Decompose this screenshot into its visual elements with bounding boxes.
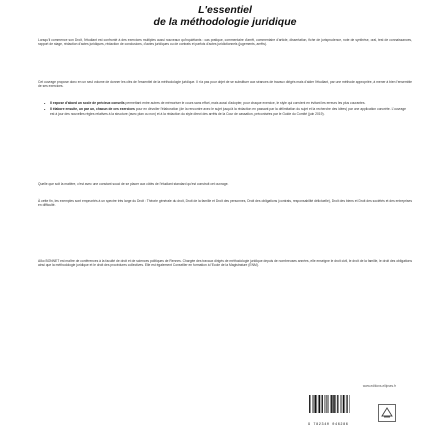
book-title-line1: L'essentiel <box>198 4 252 16</box>
feature-list <box>44 101 406 118</box>
bullet2-text: pour en dévoiler l'élaboration (de la rencontre avec le sujet jusqu'à la rédaction en passant par la délimitation du sujet et la recherche des idées) par une application concrète. L'ouvrage est à jour des nouvelles règles relatives à la structure (avec plan ou non) et à la rédaction du style direct des arrêts de la Cour de cassation, préconisées par le Guide du Comité (juin 2019). <box>50 107 406 116</box>
bullet1-text: permettant entre autres de mémoriser le cours sans effort, mais aussi d'adopter, pour chaque exercice, le style qui convient en évitant les erreurs les plus courantes. <box>125 101 366 105</box>
publisher-website: www.editions-ellipses.fr <box>362 384 396 388</box>
author-bio-paragraph: Aïko BONNET est maître de conférences à la faculté de droit et de sciences politiques de Rennes. Chargée des travaux dirigés de méthodologie juridique depuis de nombreuses années, elle enseigne le droit civil, le droit de la famille, le droit des obligations ainsi que la méthodologie juridique et le droit des procédures collectives. Elle est également Conseiller en formation à l'Ecole de la Magistrature (ENM). <box>38 259 412 268</box>
barcode-bar <box>314 395 315 413</box>
barcode-container <box>308 395 374 427</box>
barcode-bar <box>343 395 344 413</box>
barcode-bar <box>347 395 348 413</box>
back-cover <box>38 0 412 448</box>
recycling-logo-icon <box>378 404 396 422</box>
barcode-bar <box>327 395 328 413</box>
barcode-bar <box>319 395 320 413</box>
barcode-block <box>308 395 396 427</box>
bullet2-lead: Il élabore ensuite, un par un, chacun de ces exercices <box>50 107 135 112</box>
barcode-bar <box>334 395 335 413</box>
examples-paragraph: À cette fin, les exemples sont empruntés à un spectre très large du Droit : Théorie générale du droit, Droit de la famille et Droit des personnes, Droit des obligations (contrats, responsabilité délictuelle), Droit des biens et Droit des sociétés et des entreprises en difficulté. <box>38 199 412 208</box>
barcode-bar <box>322 395 323 413</box>
book-title-line2: de la méthodologie juridique <box>153 16 297 28</box>
list-item <box>44 107 406 116</box>
barcode-bar <box>309 395 310 413</box>
barcode-graphic <box>308 395 374 417</box>
isbn-number: 9 782340 046286 <box>308 423 349 427</box>
intro-paragraph: Lorsqu'il commence son Droit, l'étudiant est confronté à des exercices multiples aussi nouveaux qu'inquiétants : cas pratique, commentaire d'arrêt, commentaire d'article, dissertation, fiche de jurisprudence, note de synthèse, oral, test de connaissances, rapport de stage, rédaction d'actes juridiques, rédaction de conclusions, d'actes juridiques ou de contrats et parfois d'actes juridictionnels (jugements, arrêts). <box>38 38 412 47</box>
barcode-bar <box>337 395 338 413</box>
bullet1-lead: Il expose d'abord un socle de précieux conseils <box>50 101 125 105</box>
barcode-bar <box>331 395 332 413</box>
barcode-bar <box>332 395 333 413</box>
list-item <box>44 101 406 105</box>
barcode-bar <box>315 395 316 413</box>
audience-paragraph: Quelle que soit la matière, c'est avec une constant souci de se placer aux côtés de l'étudiant standard qu'est construit cet ouvrage. <box>38 182 229 186</box>
purpose-paragraph: Cet ouvrage propose donc en un seul volume de donner les clés de l'essentiel de la méthodologie juridique. Il n'a pas pour objet de se substituer aux séances de travaux dirigés mais d'aider l'étudiant, par une méthode appropriée, à mener à bien l'ensemble de ses exercices. <box>38 80 412 89</box>
